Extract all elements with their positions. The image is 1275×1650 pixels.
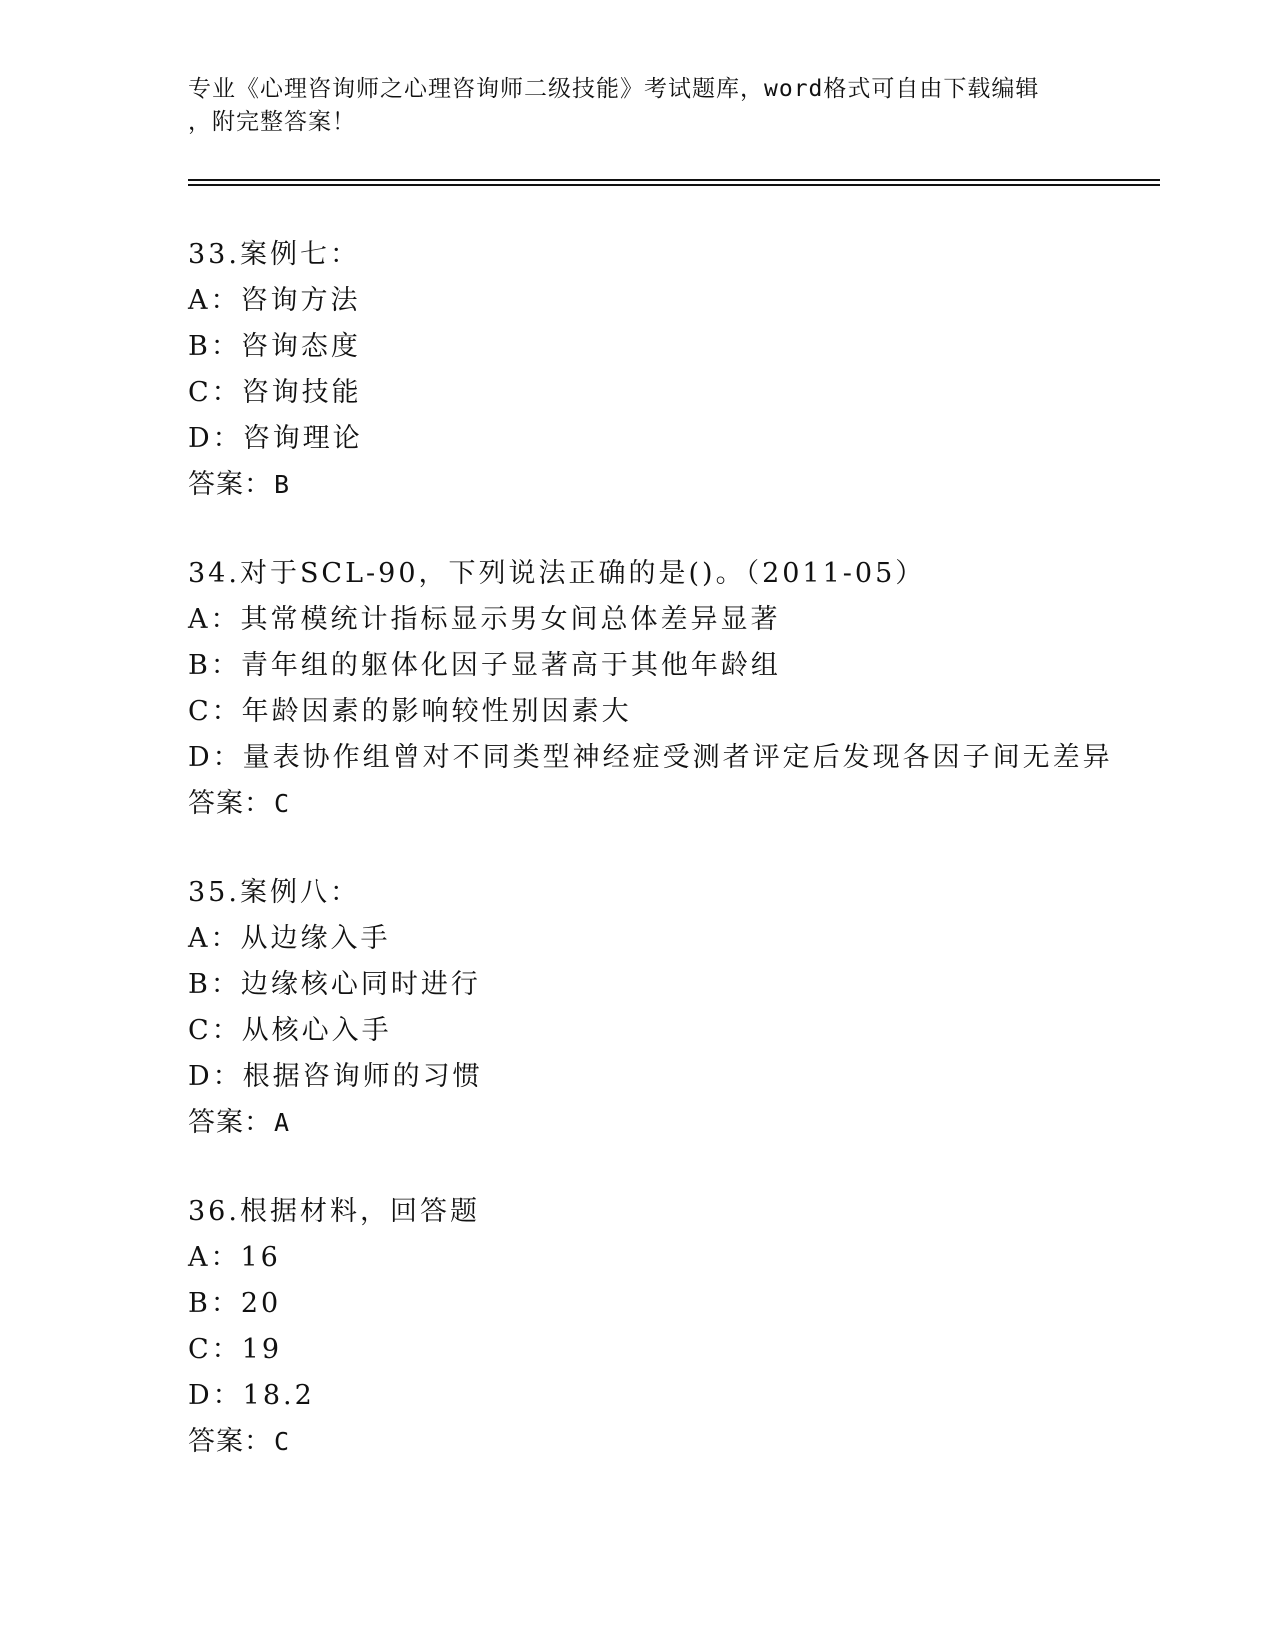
option-b: B：咨询态度 <box>188 331 361 362</box>
answer-line <box>188 1100 1148 1146</box>
option-a: A：咨询方法 <box>188 285 361 316</box>
question-list <box>188 232 1148 1508</box>
document-header <box>188 73 1068 139</box>
option-d: D：根据咨询师的习惯 <box>188 1061 483 1092</box>
question-35 <box>188 870 1148 1146</box>
header-line-2: ，附完整答案！ <box>188 109 356 135</box>
answer-line <box>188 1419 1148 1465</box>
answer-value: C <box>274 1427 291 1456</box>
header-line-1: 专业《心理咨询师之心理咨询师二级技能》考试题库，word格式可自由下载编辑 <box>188 76 1040 102</box>
answer-value: A <box>274 1108 291 1137</box>
answer-value: C <box>274 789 291 818</box>
option-b: B：青年组的躯体化因子显著高于其他年龄组 <box>188 650 781 681</box>
option-d: D：量表协作组曾对不同类型神经症受测者评定后发现各因子间无差异 <box>188 742 1113 773</box>
answer-line <box>188 781 1148 827</box>
option-b: B：20 <box>188 1288 282 1319</box>
option-c: C：年龄因素的影响较性别因素大 <box>188 696 632 727</box>
option-a: A：其常模统计指标显示男女间总体差异显著 <box>188 604 781 635</box>
option-a: A：16 <box>188 1242 281 1273</box>
question-stem: 35.案例八： <box>188 877 360 908</box>
answer-label: 答案： <box>188 469 272 500</box>
header-divider-top <box>188 179 1160 181</box>
answer-label: 答案： <box>188 1107 272 1138</box>
option-a: A：从边缘入手 <box>188 923 391 954</box>
question-34 <box>188 551 1148 827</box>
question-stem: 33.案例七： <box>188 239 360 270</box>
question-stem: 36.根据材料，回答题 <box>188 1196 480 1227</box>
option-c: C：咨询技能 <box>188 377 362 408</box>
option-c: C：从核心入手 <box>188 1015 392 1046</box>
answer-line <box>188 462 1148 508</box>
option-d: D：18.2 <box>188 1380 315 1411</box>
header-divider-bottom <box>188 184 1160 186</box>
question-stem: 34.对于SCL-90，下列说法正确的是()。（2011-05） <box>188 558 926 589</box>
question-33 <box>188 232 1148 508</box>
answer-value: B <box>274 470 291 499</box>
option-c: C：19 <box>188 1334 283 1365</box>
answer-label: 答案： <box>188 1426 272 1457</box>
option-b: B：边缘核心同时进行 <box>188 969 481 1000</box>
question-36 <box>188 1189 1148 1465</box>
option-d: D：咨询理论 <box>188 423 363 454</box>
answer-label: 答案： <box>188 788 272 819</box>
